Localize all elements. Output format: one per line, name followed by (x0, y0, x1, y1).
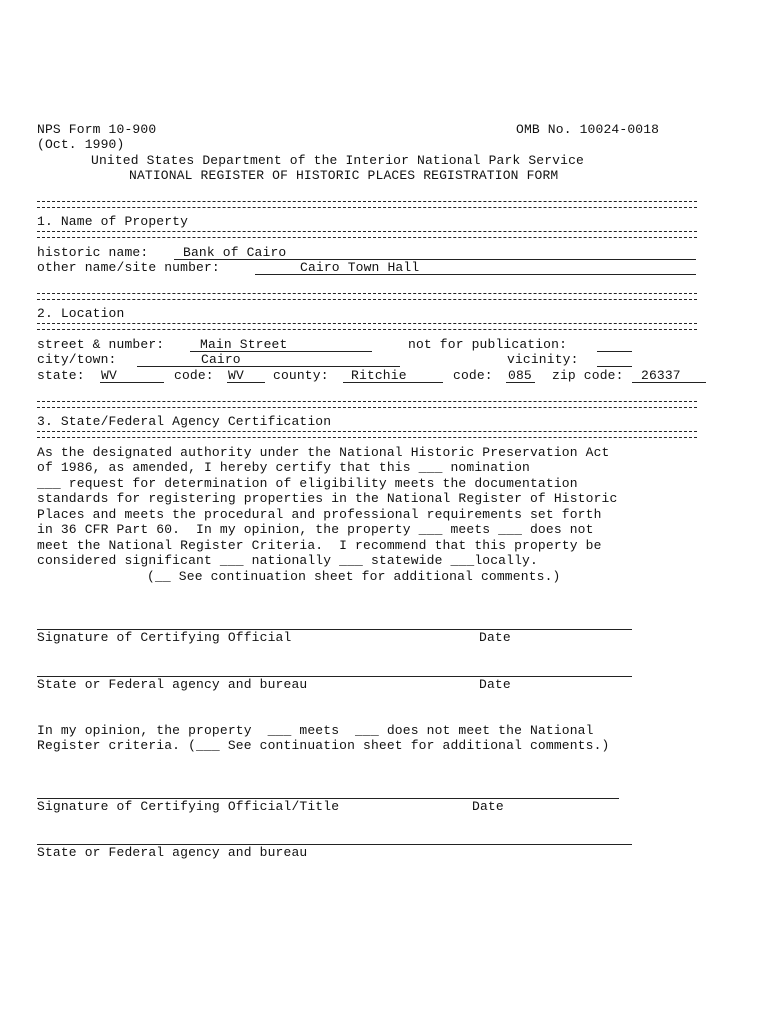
form-number: NPS Form 10-900 (37, 122, 157, 137)
state-code-label: code: (174, 368, 214, 383)
street-value: Main Street (200, 337, 288, 352)
certification-text-line: standards for registering properties in the National Register of Historic (37, 491, 618, 506)
state-value: WV (101, 368, 117, 383)
section-divider (37, 231, 697, 238)
vicinity-line (597, 366, 632, 367)
city-line (137, 366, 400, 367)
city-label: city/town: (37, 352, 117, 367)
vicinity-label: vicinity: (507, 352, 579, 367)
certification-text-line: in 36 CFR Part 60. In my opinion, the property ___ meets ___ does not (37, 522, 594, 537)
section-divider (37, 323, 697, 330)
form-title: NATIONAL REGISTER OF HISTORIC PLACES REGISTRATION FORM (129, 168, 559, 183)
certification-text-line: Places and meets the procedural and professional requirements set forth (37, 507, 602, 522)
city-value: Cairo (201, 352, 241, 367)
section1-title: 1. Name of Property (37, 214, 189, 229)
certification-text-line: (__ See continuation sheet for additional comments.) (147, 569, 561, 584)
certification-text-line: As the designated authority under the National Historic Preservation Act (37, 445, 610, 460)
form-date: (Oct. 1990) (37, 137, 125, 152)
agency-bureau-label: State or Federal agency and bureau (37, 677, 308, 692)
section-divider (37, 201, 697, 208)
historic-name-value: Bank of Cairo (183, 245, 287, 260)
agency-date-label: Date (479, 677, 511, 692)
section3-title: 3. State/Federal Agency Certification (37, 414, 332, 429)
certifying-official-title-label: Signature of Certifying Official/Title (37, 799, 340, 814)
section-divider (37, 401, 697, 408)
agency-bureau-label-2: State or Federal agency and bureau (37, 845, 308, 860)
certification-text-line: of 1986, as amended, I hereby certify that this ___ nomination (37, 460, 530, 475)
historic-name-label: historic name: (37, 245, 149, 260)
state-label: state: (37, 368, 85, 383)
section-divider (37, 293, 697, 300)
other-name-value: Cairo Town Hall (300, 260, 420, 275)
not-for-publication-label: not for publication: (408, 337, 568, 352)
zip-value: 26337 (641, 368, 681, 383)
state-code-value: WV (228, 368, 244, 383)
certification-text-line: considered significant ___ nationally ___ statewide ___locally. (37, 553, 538, 568)
omb-number: OMB No. 10024-0018 (516, 122, 660, 137)
section-divider (37, 431, 697, 438)
certification-text-line: ___ request for determination of eligibility meets the documentation (37, 476, 578, 491)
opinion-text-line: In my opinion, the property ___ meets ___ does not meet the National (37, 723, 594, 738)
certification-text-line: meet the National Register Criteria. I recommend that this property be (37, 538, 602, 553)
signature-title-date-label: Date (472, 799, 504, 814)
county-code-value: 085 (508, 368, 532, 383)
not-for-publication-line (597, 351, 632, 352)
certifying-official-signature-label: Signature of Certifying Official (37, 630, 292, 645)
department-line: United States Department of the Interior National Park Service (91, 153, 584, 168)
opinion-text-line: Register criteria. (___ See continuation sheet for additional comments.) (37, 738, 610, 753)
county-label: county: (273, 368, 329, 383)
street-label: street & number: (37, 337, 165, 352)
other-name-label: other name/site number: (37, 260, 220, 275)
signature-date-label: Date (479, 630, 511, 645)
county-value: Ritchie (351, 368, 407, 383)
county-code-label: code: (453, 368, 493, 383)
section2-title: 2. Location (37, 306, 125, 321)
zip-label: zip code: (552, 368, 624, 383)
